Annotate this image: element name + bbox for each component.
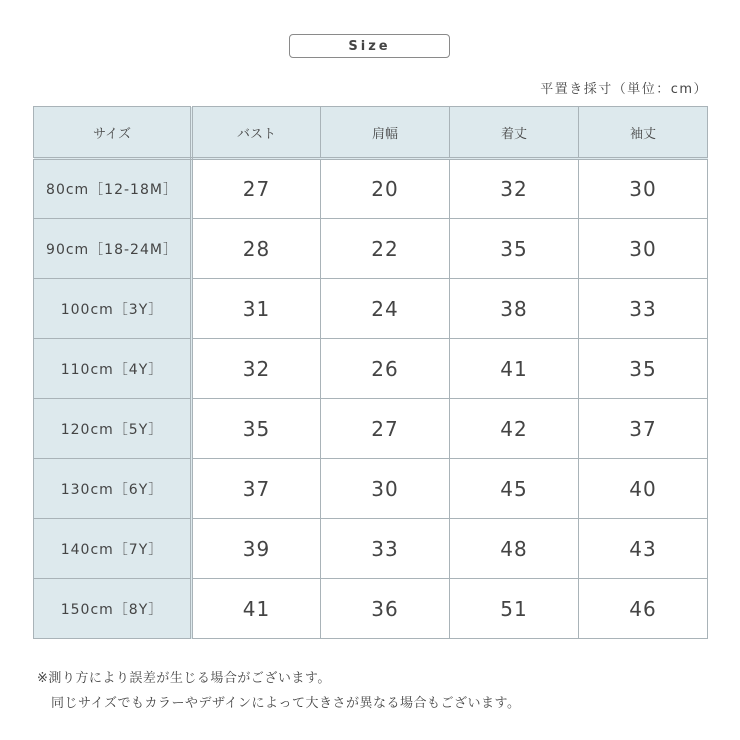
cell-length: 45	[450, 459, 579, 519]
cell-sleeve: 30	[579, 159, 708, 219]
header-bust: バスト	[192, 107, 321, 159]
cell-bust: 31	[192, 279, 321, 339]
row-size-label: 120cm［5Y］	[34, 399, 192, 459]
size-table	[33, 106, 708, 639]
cell-length: 38	[450, 279, 579, 339]
table-row	[34, 279, 708, 339]
cell-length: 51	[450, 579, 579, 639]
footnote-line-1: ※測り方により誤差が生じる場合がございます。	[37, 671, 331, 686]
cell-length: 41	[450, 339, 579, 399]
cell-sleeve: 37	[579, 399, 708, 459]
row-size-label: 150cm［8Y］	[34, 579, 192, 639]
cell-shoulder: 30	[321, 459, 450, 519]
table-row	[34, 399, 708, 459]
unit-note: 平置き採寸（単位：cm）	[540, 82, 708, 97]
row-size-label: 110cm［4Y］	[34, 339, 192, 399]
table-row	[34, 579, 708, 639]
cell-length: 35	[450, 219, 579, 279]
cell-shoulder: 26	[321, 339, 450, 399]
table-header-row	[34, 107, 708, 159]
cell-bust: 32	[192, 339, 321, 399]
footnote-line-2: 同じサイズでもカラーやデザインによって大きさが異なる場合もございます。	[51, 696, 521, 711]
cell-sleeve: 46	[579, 579, 708, 639]
footnote	[37, 666, 521, 716]
cell-sleeve: 43	[579, 519, 708, 579]
header-sleeve: 袖丈	[579, 107, 708, 159]
row-size-label: 100cm［3Y］	[34, 279, 192, 339]
table-row	[34, 159, 708, 219]
cell-bust: 35	[192, 399, 321, 459]
cell-sleeve: 33	[579, 279, 708, 339]
cell-length: 48	[450, 519, 579, 579]
cell-shoulder: 24	[321, 279, 450, 339]
cell-sleeve: 35	[579, 339, 708, 399]
size-title: Size	[289, 34, 450, 58]
table-row	[34, 459, 708, 519]
row-size-label: 140cm［7Y］	[34, 519, 192, 579]
cell-length: 32	[450, 159, 579, 219]
cell-bust: 39	[192, 519, 321, 579]
cell-bust: 41	[192, 579, 321, 639]
header-length: 着丈	[450, 107, 579, 159]
cell-shoulder: 27	[321, 399, 450, 459]
cell-shoulder: 20	[321, 159, 450, 219]
header-shoulder: 肩幅	[321, 107, 450, 159]
cell-sleeve: 30	[579, 219, 708, 279]
row-size-label: 90cm［18-24M］	[34, 219, 192, 279]
table-row	[34, 219, 708, 279]
cell-length: 42	[450, 399, 579, 459]
header-size: サイズ	[34, 107, 192, 159]
row-size-label: 80cm［12-18M］	[34, 159, 192, 219]
cell-sleeve: 40	[579, 459, 708, 519]
cell-shoulder: 36	[321, 579, 450, 639]
table-row	[34, 339, 708, 399]
cell-bust: 28	[192, 219, 321, 279]
table-row	[34, 519, 708, 579]
cell-shoulder: 22	[321, 219, 450, 279]
cell-bust: 27	[192, 159, 321, 219]
cell-bust: 37	[192, 459, 321, 519]
cell-shoulder: 33	[321, 519, 450, 579]
row-size-label: 130cm［6Y］	[34, 459, 192, 519]
